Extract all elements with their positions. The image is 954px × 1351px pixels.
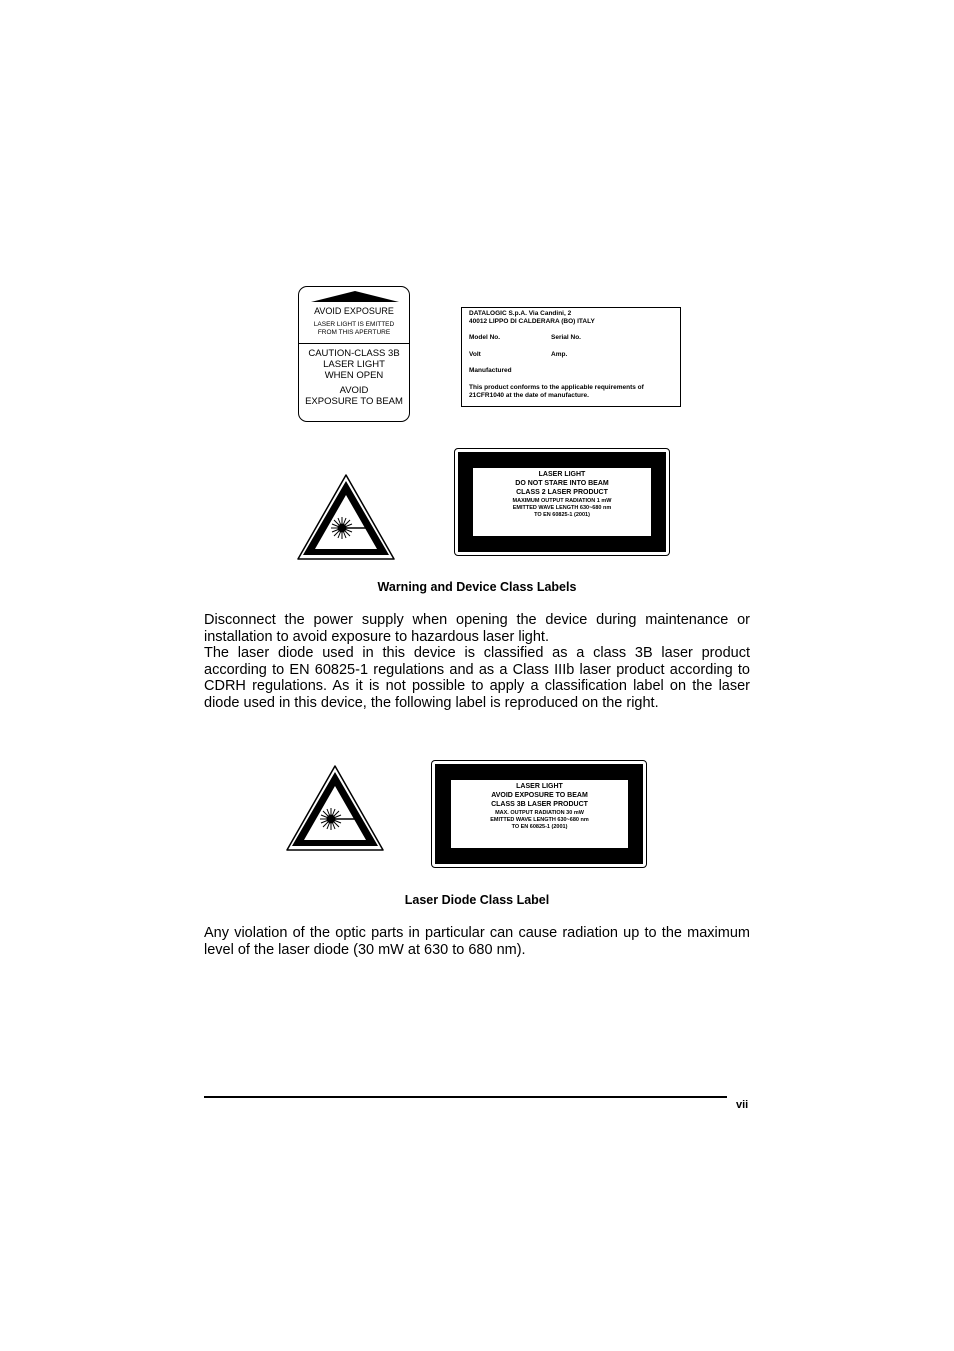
page-number: vii [736, 1099, 749, 1111]
caution-text-2: LASER LIGHT [323, 359, 385, 370]
avoid-exposure-text: AVOID EXPOSURE [314, 306, 394, 316]
footer-rule [204, 1096, 727, 1098]
class2-line-1: LASER LIGHT [538, 471, 586, 478]
laser-warning-triangle-icon [285, 764, 385, 852]
amp-text: Amp. [551, 351, 568, 358]
aperture-label [298, 286, 410, 422]
caution-text-1: CAUTION-CLASS 3B [308, 348, 400, 359]
conform-text-2: 21CFR1040 at the date of manufacture. [469, 392, 589, 399]
class3b-line-3: CLASS 3B LASER PRODUCT [491, 801, 588, 808]
class2-line-5: EMITTED WAVE LENGTH 630~680 nm [512, 505, 612, 511]
class3b-line-1: LASER LIGHT [516, 783, 563, 790]
class2-line-4: MAXIMUM OUTPUT RADIATION 1 mW [512, 498, 612, 504]
laser-warning-triangle-icon [296, 473, 396, 561]
paragraph-1-sentence-2: The laser diode used in this device is classified as a class 3B laser product according to EN 60825-1 regulations and as a Class IIIb laser product according to CDRH regulations. As it is not possible to apply a classification label on the laser diode used in this device, the following label is reproduced on the right. [204, 645, 750, 711]
class2-line-2: DO NOT STARE INTO BEAM [515, 480, 609, 487]
avoid-text-2: EXPOSURE TO BEAM [305, 396, 403, 407]
address-text: 40012 LIPPO DI CALDERARA (BO) ITALY [469, 318, 595, 325]
emitted-text-2: FROM THIS APERTURE [317, 329, 391, 336]
conform-text-1: This product conforms to the applicable requirements of [469, 384, 644, 391]
avoid-text-1: AVOID [339, 385, 369, 396]
class3b-laser-label [431, 760, 647, 868]
paragraph-1 [204, 612, 750, 711]
volt-text: Volt [469, 351, 481, 358]
caution-text-3: WHEN OPEN [324, 370, 384, 381]
model-text: Model No. [469, 334, 501, 341]
manufactured-text: Manufactured [469, 367, 512, 374]
emitted-text-1: LASER LIGHT IS EMITTED [313, 321, 395, 328]
aperture-arrow-icon [311, 291, 399, 302]
device-label [461, 307, 681, 407]
paragraph-1-sentence-1: Disconnect the power supply when opening the device during maintenance or installation to avoid exposure to hazardous laser light. [204, 612, 750, 645]
class2-line-6: TO EN 60825-1 (2001) [534, 512, 590, 518]
paragraph-2-text: Any violation of the optic parts in particular can cause radiation up to the maximum level of the laser diode (30 mW at 630 to 680 nm). [204, 925, 750, 958]
class3b-line-6: TO EN 60825-1 (2001) [511, 824, 568, 830]
serial-text: Serial No. [551, 334, 581, 341]
class3b-line-4: MAX. OUTPUT RADIATION 30 mW [495, 810, 584, 816]
caption-diode-label: Laser Diode Class Label [404, 893, 550, 907]
class3b-line-2: AVOID EXPOSURE TO BEAM [491, 792, 588, 799]
class2-laser-label [454, 448, 670, 556]
paragraph-2 [204, 925, 750, 958]
class2-line-3: CLASS 2 LASER PRODUCT [516, 489, 608, 496]
aperture-divider [299, 343, 409, 344]
caption-warning-labels: Warning and Device Class Labels [377, 580, 577, 594]
class3b-line-5: EMITTED WAVE LENGTH 630~680 nm [490, 817, 589, 823]
company-text: DATALOGIC S.p.A. Via Candini, 2 [469, 310, 572, 317]
